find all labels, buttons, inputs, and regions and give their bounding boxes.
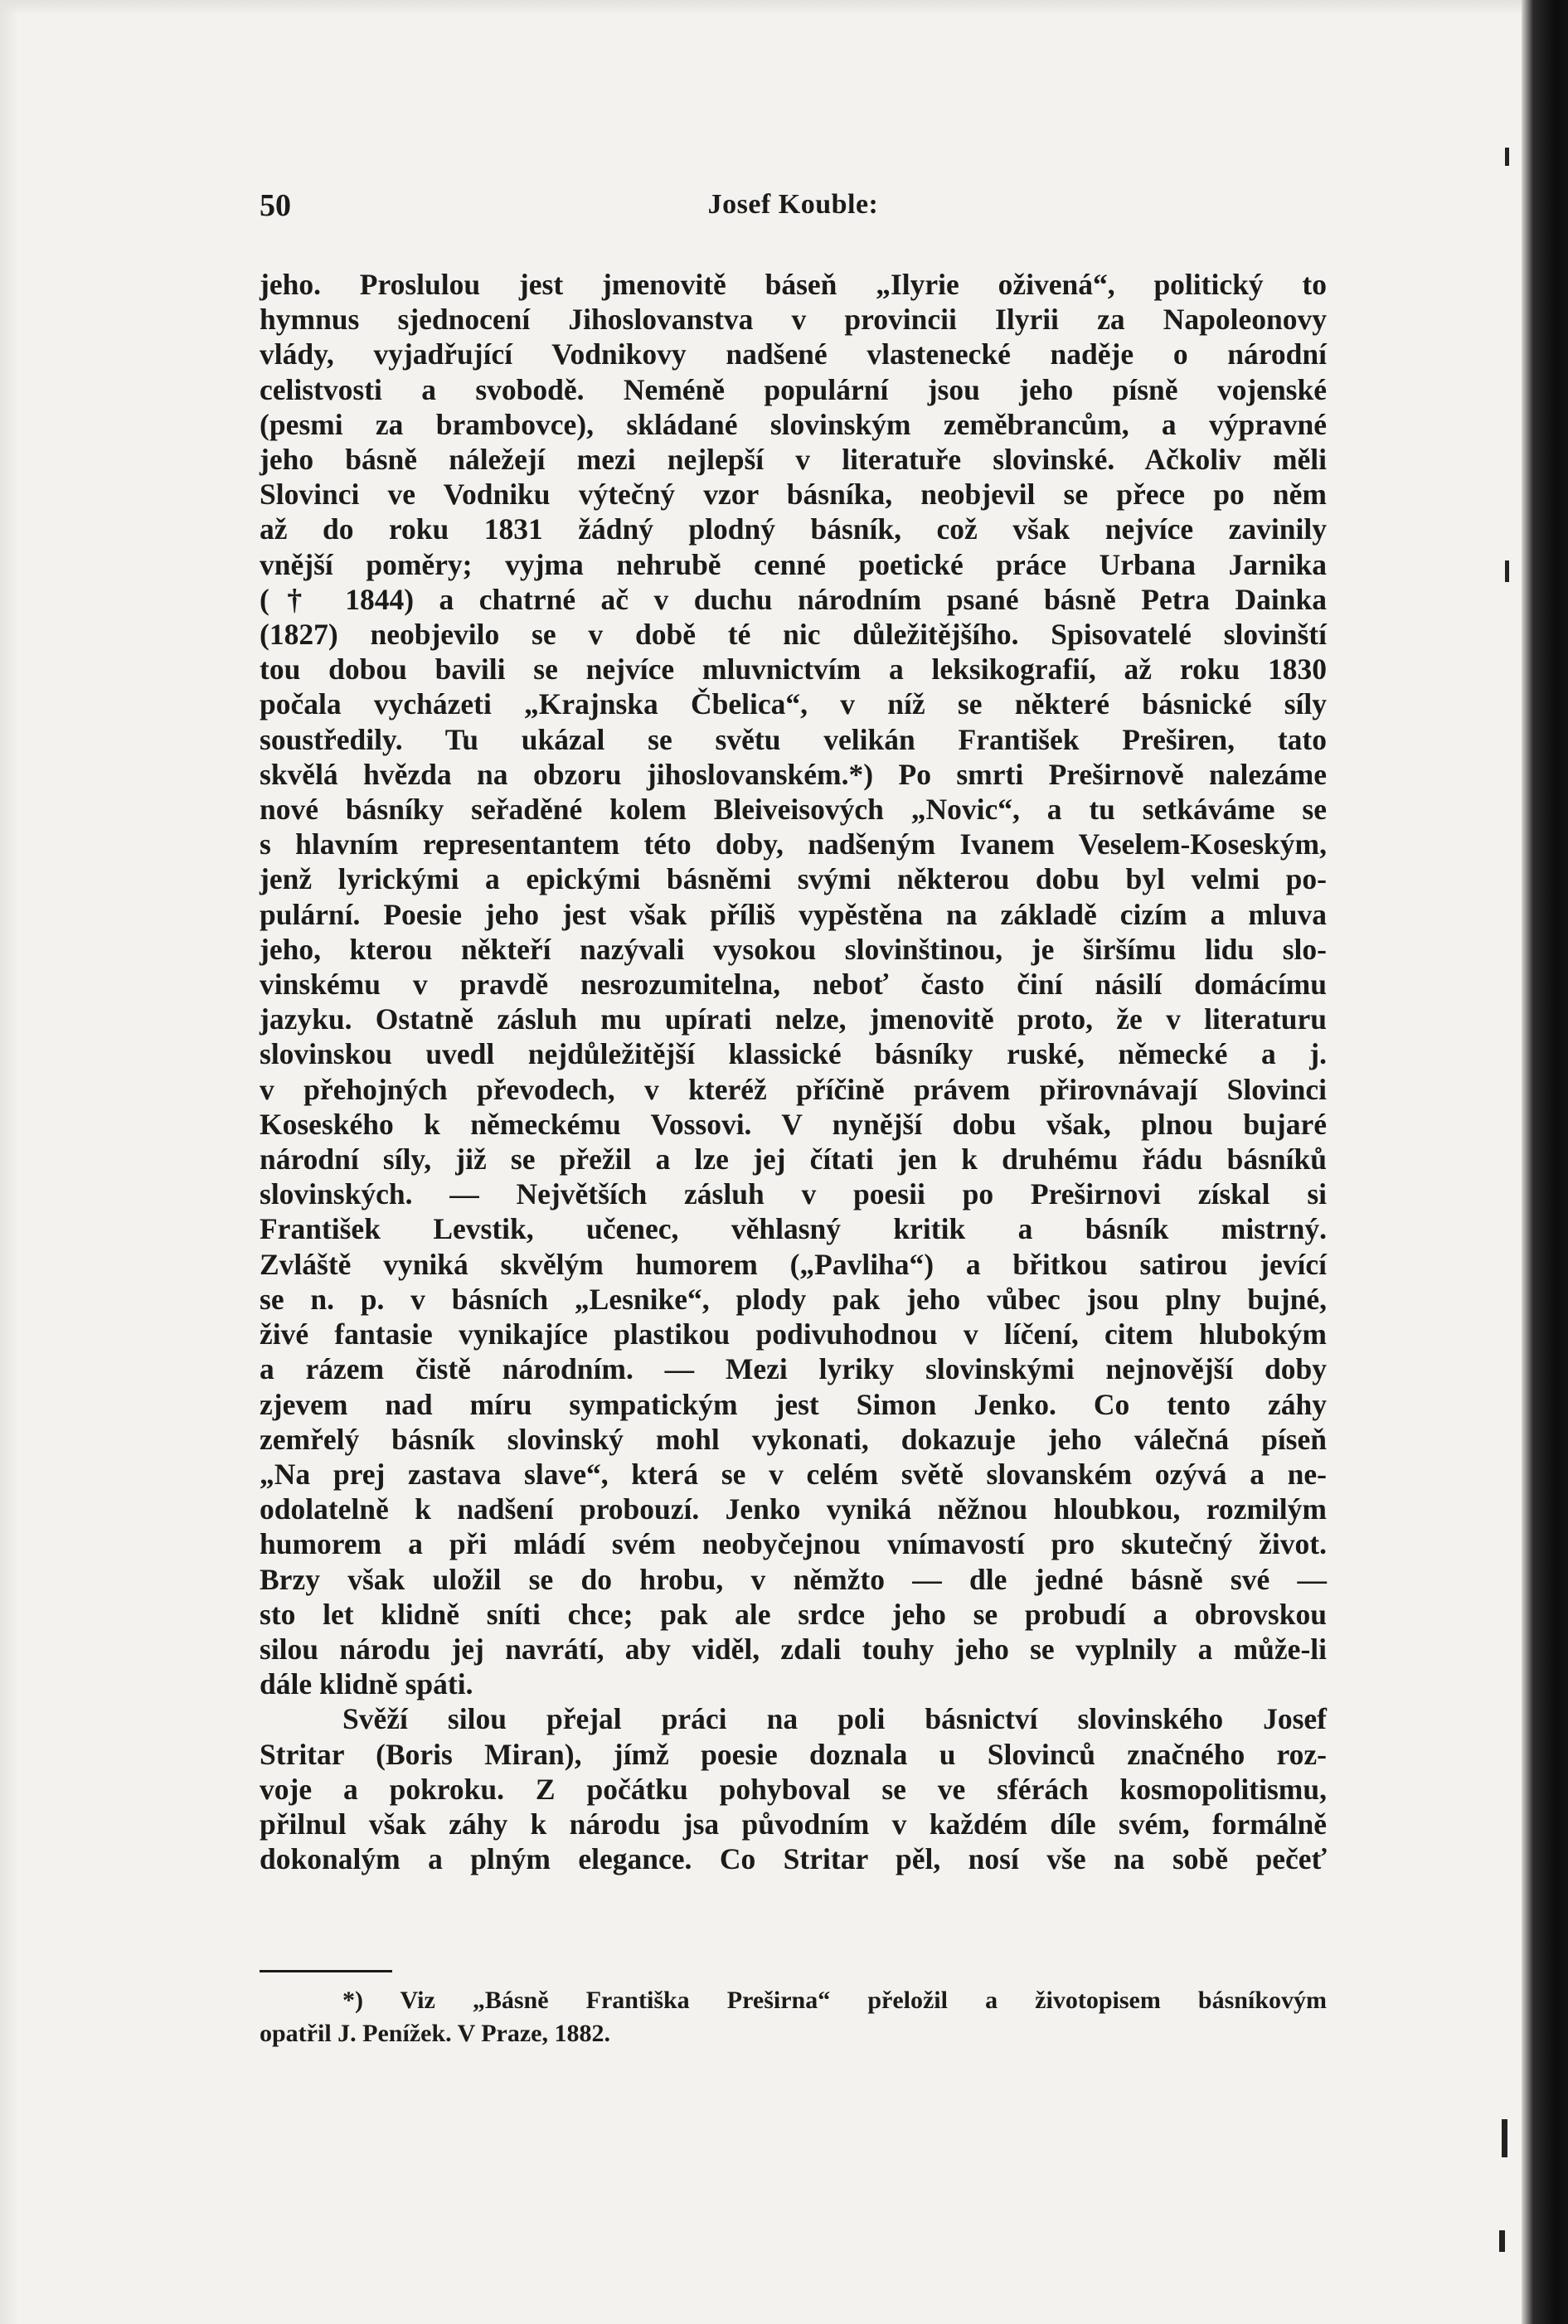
text-line: († 1844) a chatrné ač v duchu národním psané básně Petra Dainka bbox=[260, 582, 1327, 616]
text-line: celistvosti a svobodě. Neméně populární jsou jeho písně vojenské bbox=[260, 372, 1327, 406]
text-line: soustředily. Tu ukázal se světu velikán František Preširen, tato bbox=[260, 722, 1327, 756]
text-line: s hlavním representantem této doby, nadšeným Ivanem Veselem-Koseským, bbox=[260, 827, 1327, 861]
text-line: přilnul však záhy k národu jsa původním v každém díle svém, formálně bbox=[260, 1807, 1327, 1841]
text-line: jeho. Proslulou jest jmenovitě báseň „Ilyrie oživená“, politický to bbox=[260, 268, 1327, 301]
text-line: humorem a při mládí svém neobyčejnou vnímavostí pro skutečný život. bbox=[260, 1527, 1327, 1561]
text-line: až do roku 1831 žádný plodný básník, což však nejvíce zavinily bbox=[260, 512, 1327, 546]
text-line: František Levstik, učenec, věhlasný kritik a básník mistrný. bbox=[260, 1212, 1327, 1246]
margin-mark bbox=[1505, 148, 1509, 166]
text-line: nové básníky seřaděné kolem Bleiveisových „Novic“, a tu setkáváme se bbox=[260, 793, 1327, 827]
text-line: sto let klidně sníti chce; pak ale srdce jeho se probudí a obrovskou bbox=[260, 1597, 1327, 1631]
footnote-line: opatřil J. Penížek. V Praze, 1882. bbox=[260, 2020, 610, 2047]
margin-mark bbox=[1505, 560, 1509, 582]
text-line: slovinských. — Největších zásluh v poesii po Preširnovi získal si bbox=[260, 1177, 1327, 1211]
text-line: dále klidně spáti. bbox=[260, 1667, 473, 1701]
footnote-rule bbox=[260, 1970, 392, 1972]
scan-edge-top bbox=[0, 0, 1568, 15]
text-line: Koseského k německému Vossovi. V nynější dobu však, plnou bujaré bbox=[260, 1107, 1327, 1141]
text-line: hymnus sjednocení Jihoslovanstva v provincii Ilyrii za Napoleonovy bbox=[260, 303, 1327, 337]
text-line: dokonalým a plným elegance. Co Stritar pěl, nosí vše na sobě pečeť bbox=[260, 1842, 1327, 1876]
text-line: Slovinci ve Vodniku výtečný vzor básníka, neobjevil se přece po něm bbox=[260, 478, 1327, 512]
text-line: vnější poměry; vyjma nehrubě cenné poetické práce Urbana Jarnika bbox=[260, 547, 1327, 581]
footnote bbox=[260, 1984, 1327, 2050]
text-line: se n. p. v básních „Lesnike“, plody pak jeho vůbec jsou plny bujné, bbox=[260, 1282, 1327, 1316]
text-line: vlády, vyjadřující Vodnikovy nadšené vlastenecké naděje o národní bbox=[260, 337, 1327, 371]
text-line: vinskému v pravdě nesrozumitelna, neboť často činí násilí domácímu bbox=[260, 968, 1327, 1002]
text-line: a rázem čistě národním. — Mezi lyriky slovinskými nejnovější doby bbox=[260, 1352, 1327, 1386]
text-line: živé fantasie vynikajíce plastikou podivuhodnou v líčení, citem hlubokým bbox=[260, 1317, 1327, 1351]
text-line: Zvláště vyniká skvělým humorem („Pavliha“) a břitkou satirou jevící bbox=[260, 1247, 1327, 1281]
text-line: „Na prej zastava slave“, která se v celém světě slovanském ozývá a ne- bbox=[260, 1457, 1327, 1491]
text-line: počala vycházeti „Krajnska Čbelica“, v níž se některé básnické síly bbox=[260, 687, 1327, 721]
text-line: pulární. Poesie jeho jest však příliš vypěstěna na základě cizím a mluva bbox=[260, 897, 1327, 931]
text-line: v přehojných převodech, v kteréž příčině právem přirovnávají Slovinci bbox=[260, 1072, 1327, 1106]
text-line: Svěží silou přejal práci na poli básnictví slovinského Josef bbox=[342, 1702, 1327, 1736]
text-line: silou národu jej navrátí, aby viděl, zdali touhy jeho se vyplnily a může-li bbox=[260, 1632, 1327, 1666]
text-line: jazyku. Ostatně zásluh mu upírati nelze, jmenovitě proto, že v literaturu bbox=[260, 1002, 1327, 1036]
text-line: národní síly, již se přežil a lze jej čítati jen k druhému řádu básníků bbox=[260, 1143, 1327, 1177]
scan-shadow-left bbox=[0, 0, 18, 2324]
text-line: Brzy však uložil se do hrobu, v němžto — dle jedné básně své — bbox=[260, 1562, 1327, 1596]
margin-mark bbox=[1499, 2230, 1505, 2252]
text-line: zemřelý básník slovinský mohl vykonati, dokazuje jeho válečná píseň bbox=[260, 1422, 1327, 1456]
text-line: Stritar (Boris Miran), jímž poesie doznala u Slovinců značného roz- bbox=[260, 1737, 1327, 1771]
running-head: Josef Kouble: bbox=[707, 189, 879, 220]
text-line: voje a pokroku. Z počátku pohyboval se ve sférách kosmopolitismu, bbox=[260, 1772, 1327, 1806]
body-text bbox=[260, 267, 1327, 1876]
text-line: tou dobou bavili se nejvíce mluvnictvím a leksikografií, až roku 1830 bbox=[260, 653, 1327, 687]
text-line: (1827) neobjevilo se v době té nic důležitějšího. Spisovatelé slovinští bbox=[260, 618, 1327, 652]
page-header bbox=[260, 187, 1327, 237]
text-line: odolatelně k nadšení probouzí. Jenko vyniká něžnou hloubkou, rozmilým bbox=[260, 1492, 1327, 1526]
text-line: jeho básně náležejí mezi nejlepší v literatuře slovinské. Ačkoliv měli bbox=[260, 443, 1327, 477]
text-line: jeho, kterou někteří nazývali vysokou slovinštinou, je širšímu lidu slo- bbox=[260, 932, 1327, 966]
text-line: skvělá hvězda na obzoru jihoslovanském.*) Po smrti Preširnově nalezáme bbox=[260, 757, 1327, 791]
scan-edge-right bbox=[1522, 0, 1568, 2324]
margin-mark bbox=[1502, 2119, 1507, 2157]
text-line: (pesmi za brambovce), skládané slovinským zeměbrancům, a výpravné bbox=[260, 407, 1327, 441]
text-line: zjevem nad míru sympatickým jest Simon Jenko. Co tento záhy bbox=[260, 1387, 1327, 1421]
page-number: 50 bbox=[260, 188, 291, 223]
text-line: slovinskou uvedl nejdůležitější klassické básníky ruské, německé a j. bbox=[260, 1037, 1327, 1071]
footnote-line: *) Viz „Básně Františka Preširna“ přeložil a životopisem básníkovým bbox=[342, 1987, 1327, 2014]
text-line: jenž lyrickými a epickými básněmi svými některou dobu byl velmi po- bbox=[260, 862, 1327, 896]
